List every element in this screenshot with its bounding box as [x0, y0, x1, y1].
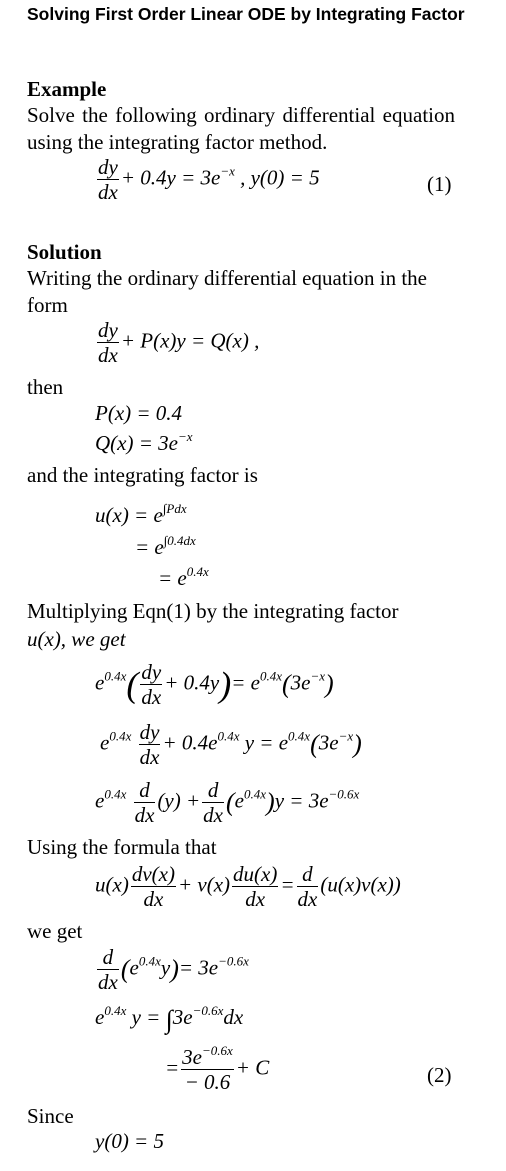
multiplied-equation-2: $e^{0.4x}$ $\frac{dy}{dx}$ + $0.4e^{0.4x}$ $y = e^{0.4x}(3e^{-x})$ — [100, 720, 362, 769]
since-text: Since — [27, 1104, 74, 1128]
page-title: Solving First Order Linear ODE by Integrating Factor — [27, 4, 465, 24]
product-rule-formula: u(x) $\frac{dv(x)}{dx}$ + v(x) $\frac{du(x)}{dx}$ = $\frac{d}{dx}$ (u(x)v(x)) — [95, 862, 401, 911]
equation-1-label: (1) — [427, 172, 452, 196]
result-equation-1: $\frac{d}{dx}$ $(e^{0.4x}y)= 3e^{-0.6x}$ — [98, 945, 249, 994]
formula-text: Using the formula that — [27, 835, 217, 859]
multiply-text-2: u(x), we get — [27, 627, 126, 651]
multiplied-equation-3: $e^{0.4x}$ $\frac{d}{dx}$ (y) + $\frac{d}{dx}$ $(e^{0.4x})y = 3e^{-0.6x}$ — [95, 778, 360, 827]
example-text: Solve the following ordinary differential equation using the integrating factor method. — [27, 103, 455, 154]
then-text: then — [27, 375, 64, 399]
result-equation-2: $e^{0.4x}$ $y = \int 3e^{-0.6x}dx$ — [95, 1003, 244, 1034]
p-equation: P(x) = 0.4 — [95, 401, 183, 425]
q-equation: $Q(x) = 3e^{-x}$ — [95, 429, 193, 455]
example-heading: Example — [27, 77, 107, 101]
initial-condition: y(0) = 5 — [95, 1129, 164, 1153]
we-get-text: we get — [27, 919, 83, 943]
integrating-factor-step-1: $u(x) = e^{\int Pdx}$ — [95, 501, 187, 527]
standard-form-equation: $\frac{dy}{dx}$ + P(x)y = Q(x) , — [98, 318, 260, 367]
integrating-factor-text: and the integrating factor is — [27, 463, 258, 487]
multiply-text: Multiplying Eqn(1) by the integrating factor — [27, 599, 399, 623]
solution-heading: Solution — [27, 240, 102, 264]
equation-2-label: (2) — [427, 1063, 452, 1087]
multiplied-equation-1: $e^{0.4x}$( $\frac{dy}{dx}$ + $0.4y)= e^{0.4x}(3e^{-x})$ — [95, 660, 334, 709]
result-equation-3: = $\frac{3e^{-0.6x}}{- 0.6}$ + C — [165, 1043, 270, 1094]
integrating-factor-step-3: = $e^{0.4x}$ — [158, 564, 209, 590]
integrating-factor-step-2: = $e^{\int 0.4dx}$ — [135, 533, 196, 559]
equation-1: $\frac{dy}{dx}$ + $0.4y = 3e^{-x}$ , y(0) = 5 — [98, 155, 320, 204]
solution-intro: Writing the ordinary differential equation in the form — [27, 266, 427, 317]
